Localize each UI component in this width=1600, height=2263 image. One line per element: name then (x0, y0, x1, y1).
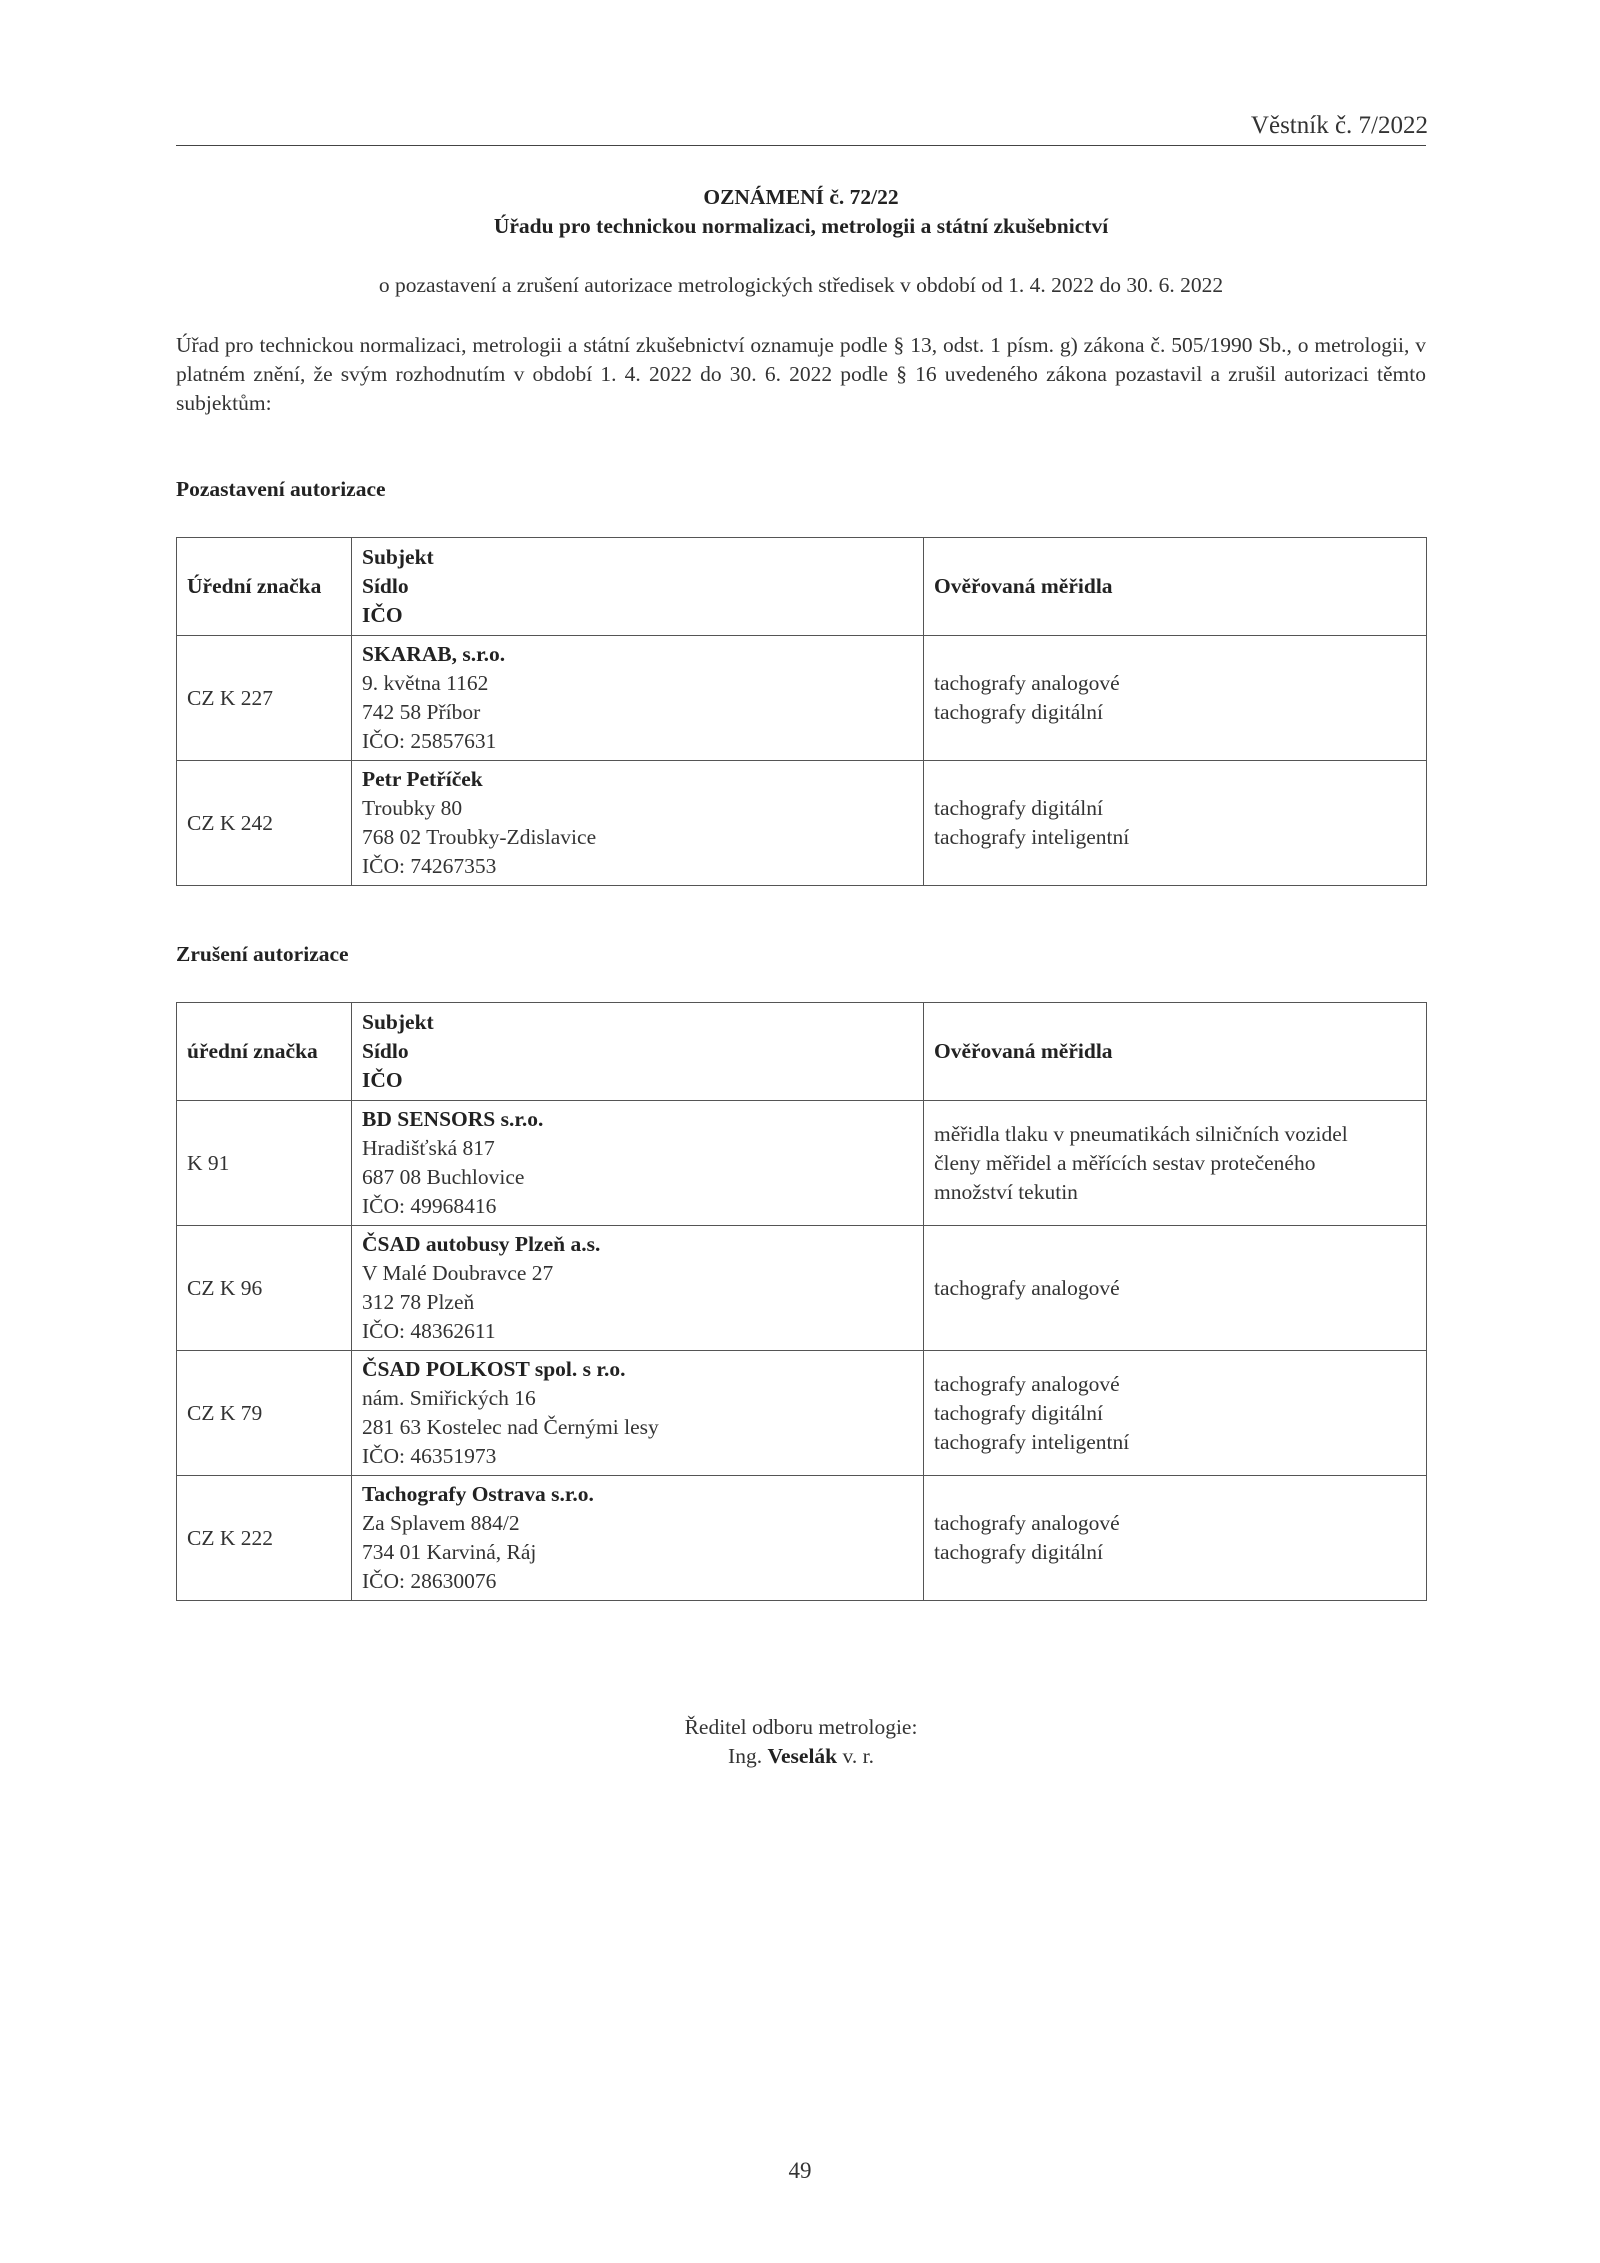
header-instruments: Ověřovaná měřidla (924, 1003, 1427, 1101)
signature-name-line (176, 1742, 1426, 1771)
row-mark: CZ K 222 (177, 1476, 352, 1601)
signature-name: Veselák (767, 1744, 838, 1768)
announcement-subject: o pozastavení a zrušení autorizace metrologických středisek v období od 1. 4. 2022 do 30. 6. 2022 (378, 273, 1224, 297)
row-mark: CZ K 96 (177, 1226, 352, 1351)
row-instruments: tachografy digitální tachografy inteligentní (924, 761, 1427, 886)
row-mark: CZ K 242 (177, 761, 352, 886)
bulletin-number: Věstník č. 7/2022 (1250, 112, 1428, 139)
row-mark: CZ K 227 (177, 636, 352, 761)
signature-suffix: v. r. (842, 1744, 874, 1768)
row-subject: BD SENSORS s.r.o. Hradišťská 817 687 08 Buchlovice IČO: 49968416 (352, 1101, 924, 1226)
header-subject: Subjekt Sídlo IČO (352, 1003, 924, 1101)
row-instruments: měřidla tlaku v pneumatikách silničních vozidel členy měřidel a měřících sestav protečeného množství tekutin (924, 1101, 1427, 1226)
announcement-title (176, 183, 1426, 241)
title-number: OZNÁMENÍ č. 72/22 (703, 185, 899, 209)
signature-role: Ředitel odboru metrologie: (684, 1715, 918, 1739)
signature-block (176, 1713, 1426, 1771)
header-subject: Subjekt Sídlo IČO (352, 538, 924, 636)
table-row (177, 761, 1427, 886)
table-row (177, 1226, 1427, 1351)
header-mark: úřední značka (177, 1003, 352, 1101)
table-row (177, 1476, 1427, 1601)
table-row (177, 1101, 1427, 1226)
table-header-row (177, 538, 1427, 636)
table-row (177, 636, 1427, 761)
header-instruments: Ověřovaná měřidla (924, 538, 1427, 636)
intro-paragraph: Úřad pro technickou normalizaci, metrologii a státní zkušebnictví oznamuje podle § 13, odst. 1 písm. g) zákona č. 505/1990 Sb., o metrologii, v platném znění, že svým rozhodnutím v období 1. 4. 2022 do 30. 6. 2022 podle § 16 uvedeného zákona pozastavil a zrušil autorizaci těmto subjektům: (176, 333, 1426, 415)
revocation-table (176, 1002, 1427, 1601)
row-instruments: tachografy analogové tachografy digitální tachografy inteligentní (924, 1351, 1427, 1476)
suspension-heading: Pozastavení autorizace (176, 477, 386, 501)
title-issuer: Úřadu pro technickou normalizaci, metrologii a státní zkušebnictví (493, 214, 1109, 238)
header-mark: Úřední značka (177, 538, 352, 636)
row-subject: Tachografy Ostrava s.r.o. Za Splavem 884/2 734 01 Karviná, Ráj IČO: 28630076 (352, 1476, 924, 1601)
row-subject: SKARAB, s.r.o. 9. května 1162 742 58 Příbor IČO: 25857631 (352, 636, 924, 761)
suspension-table (176, 537, 1427, 886)
row-mark: CZ K 79 (177, 1351, 352, 1476)
row-instruments: tachografy analogové tachografy digitální (924, 636, 1427, 761)
table-header-row (177, 1003, 1427, 1101)
page-number: 49 (788, 2158, 812, 2183)
row-mark: K 91 (177, 1101, 352, 1226)
revocation-heading: Zrušení autorizace (176, 942, 349, 966)
header-divider (176, 145, 1426, 146)
row-instruments: tachografy analogové (924, 1226, 1427, 1351)
row-subject: Petr Petříček Troubky 80 768 02 Troubky-Zdislavice IČO: 74267353 (352, 761, 924, 886)
signature-prefix: Ing. (728, 1744, 763, 1768)
table-row (177, 1351, 1427, 1476)
row-subject: ČSAD POLKOST spol. s r.o. nám. Smiřických 16 281 63 Kostelec nad Černými lesy IČO: 46351973 (352, 1351, 924, 1476)
row-instruments: tachografy analogové tachografy digitální (924, 1476, 1427, 1601)
row-subject: ČSAD autobusy Plzeň a.s. V Malé Doubravce 27 312 78 Plzeň IČO: 48362611 (352, 1226, 924, 1351)
